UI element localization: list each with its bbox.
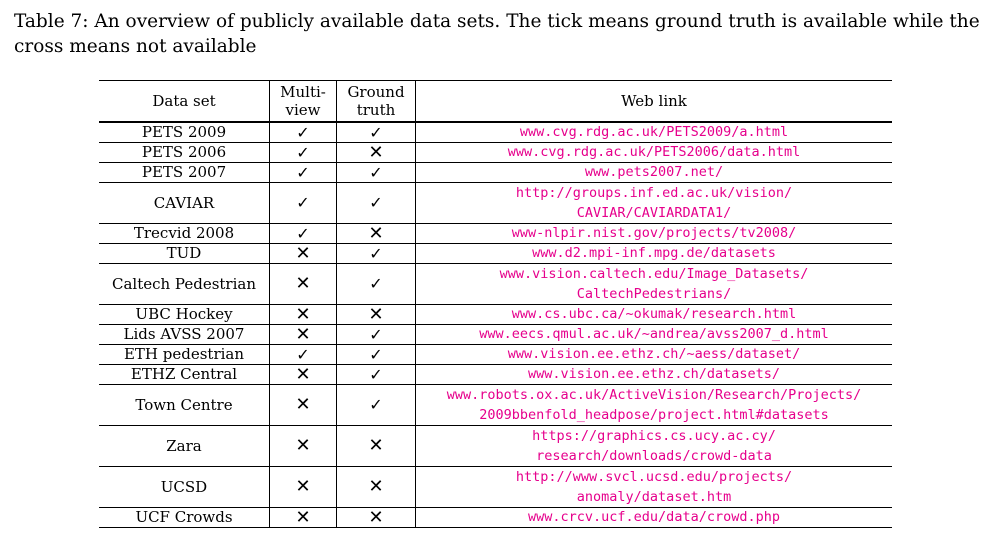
table-row <box>99 183 892 224</box>
dataset-name-cell: Lids AVSS 2007 <box>99 325 270 345</box>
table-row <box>99 365 892 385</box>
dataset-name-cell: Zara <box>99 426 270 467</box>
table-header-row <box>99 81 892 123</box>
dataset-name-cell: PETS 2007 <box>99 163 270 183</box>
web-link[interactable]: http://www.svcl.ucsd.edu/projects/ <box>515 469 793 485</box>
header-dataset: Data set <box>99 81 270 123</box>
table-row <box>99 163 892 183</box>
dataset-name-cell: ETHZ Central <box>99 365 270 385</box>
web-link[interactable]: https://graphics.cs.ucy.ac.cy/ <box>532 428 776 444</box>
web-link[interactable]: http://groups.inf.ed.ac.uk/vision/ <box>515 185 793 201</box>
cross-icon: ✕ <box>337 508 416 528</box>
header-multiview-line1: Multi- <box>280 83 326 101</box>
cross-icon: ✕ <box>270 365 337 385</box>
tick-icon: ✓ <box>270 143 337 163</box>
web-link-cell <box>416 325 893 345</box>
tick-icon: ✓ <box>337 244 416 264</box>
table-row <box>99 467 892 508</box>
tick-icon: ✓ <box>337 385 416 426</box>
web-link-cell <box>416 365 893 385</box>
header-groundtruth-line2: truth <box>356 101 396 119</box>
cross-icon: ✕ <box>270 264 337 305</box>
tick-icon: ✓ <box>337 122 416 143</box>
dataset-name-cell: Caltech Pedestrian <box>99 264 270 305</box>
header-multiview-line2: view <box>285 101 321 119</box>
web-link-cell <box>416 305 893 325</box>
web-link-cell <box>416 224 893 244</box>
cross-icon: ✕ <box>337 224 416 244</box>
dataset-name-cell: UCF Crowds <box>99 508 270 528</box>
header-groundtruth-line1: Ground <box>347 83 405 101</box>
web-link-cell <box>416 264 893 305</box>
web-link[interactable]: www.vision.ee.ethz.ch/~aess/dataset/ <box>507 346 801 362</box>
cross-icon: ✕ <box>270 385 337 426</box>
web-link[interactable]: www.vision.ee.ethz.ch/datasets/ <box>528 366 780 382</box>
web-link[interactable]: www.cvg.rdg.ac.uk/PETS2009/a.html <box>519 124 789 140</box>
web-link[interactable]: www.vision.caltech.edu/Image_Datasets/ <box>499 266 809 282</box>
header-multiview <box>270 81 337 123</box>
web-link[interactable]: www.cs.ubc.ca/~okumak/research.html <box>511 306 797 322</box>
tick-icon: ✓ <box>337 264 416 305</box>
tick-icon: ✓ <box>270 122 337 143</box>
dataset-name-cell: TUD <box>99 244 270 264</box>
datasets-table <box>99 80 892 528</box>
web-link-cell <box>416 467 893 508</box>
dataset-name-cell: PETS 2009 <box>99 122 270 143</box>
web-link-cell <box>416 183 893 224</box>
web-link[interactable]: www-nlpir.nist.gov/projects/tv2008/ <box>511 225 797 241</box>
table-row <box>99 345 892 365</box>
web-link[interactable]: www.eecs.qmul.ac.uk/~andrea/avss2007_d.html <box>479 326 829 342</box>
tick-icon: ✓ <box>337 163 416 183</box>
table-row <box>99 244 892 264</box>
cross-icon: ✕ <box>337 426 416 467</box>
web-link-cell <box>416 163 893 183</box>
table-row <box>99 224 892 244</box>
tick-icon: ✓ <box>337 365 416 385</box>
table-row <box>99 508 892 528</box>
dataset-name-cell: PETS 2006 <box>99 143 270 163</box>
cross-icon: ✕ <box>270 467 337 508</box>
web-link-cell <box>416 122 893 143</box>
cross-icon: ✕ <box>270 426 337 467</box>
web-link[interactable]: www.cvg.rdg.ac.uk/PETS2006/data.html <box>507 144 801 160</box>
web-link-cell <box>416 426 893 467</box>
cross-icon: ✕ <box>270 305 337 325</box>
cross-icon: ✕ <box>337 143 416 163</box>
tick-icon: ✓ <box>270 224 337 244</box>
cross-icon: ✕ <box>270 244 337 264</box>
cross-icon: ✕ <box>337 467 416 508</box>
tick-icon: ✓ <box>337 345 416 365</box>
web-link-cell <box>416 244 893 264</box>
web-link[interactable]: www.d2.mpi-inf.mpg.de/datasets <box>532 245 776 261</box>
table-caption: Table 7: An overview of publicly available data sets. The tick means ground truth is available while the cross means not available <box>14 11 980 57</box>
tick-icon: ✓ <box>337 325 416 345</box>
web-link-cell <box>416 143 893 163</box>
cross-icon: ✕ <box>270 508 337 528</box>
header-weblink: Web link <box>416 81 893 123</box>
cross-icon: ✕ <box>337 305 416 325</box>
tick-icon: ✓ <box>270 163 337 183</box>
header-groundtruth <box>337 81 416 123</box>
dataset-name-cell: UCSD <box>99 467 270 508</box>
dataset-name-cell: CAVIAR <box>99 183 270 224</box>
table-row <box>99 325 892 345</box>
tick-icon: ✓ <box>270 183 337 224</box>
web-link[interactable]: CaltechPedestrians/ <box>576 286 732 302</box>
web-link[interactable]: www.crcv.ucf.edu/data/crowd.php <box>528 509 780 525</box>
table-row <box>99 385 892 426</box>
table-row <box>99 143 892 163</box>
web-link[interactable]: www.robots.ox.ac.uk/ActiveVision/Research/Projects/ <box>446 387 862 403</box>
dataset-name-cell: Trecvid 2008 <box>99 224 270 244</box>
web-link[interactable]: 2009bbenfold_headpose/project.html#datasets <box>479 407 829 423</box>
dataset-name-cell: UBC Hockey <box>99 305 270 325</box>
web-link[interactable]: www.pets2007.net/ <box>584 164 724 180</box>
table-body <box>99 122 892 528</box>
web-link-cell <box>416 385 893 426</box>
tick-icon: ✓ <box>337 183 416 224</box>
dataset-name-cell: ETH pedestrian <box>99 345 270 365</box>
web-link-cell <box>416 508 893 528</box>
web-link-cell <box>416 345 893 365</box>
web-link[interactable]: research/downloads/crowd-data <box>536 448 772 464</box>
table-row <box>99 264 892 305</box>
web-link[interactable]: CAVIAR/CAVIARDATA1/ <box>576 205 732 221</box>
table-row <box>99 426 892 467</box>
cross-icon: ✕ <box>270 325 337 345</box>
table-row <box>99 122 892 143</box>
tick-icon: ✓ <box>270 345 337 365</box>
web-link[interactable]: anomaly/dataset.htm <box>576 489 732 505</box>
table-row <box>99 305 892 325</box>
dataset-name-cell: Town Centre <box>99 385 270 426</box>
